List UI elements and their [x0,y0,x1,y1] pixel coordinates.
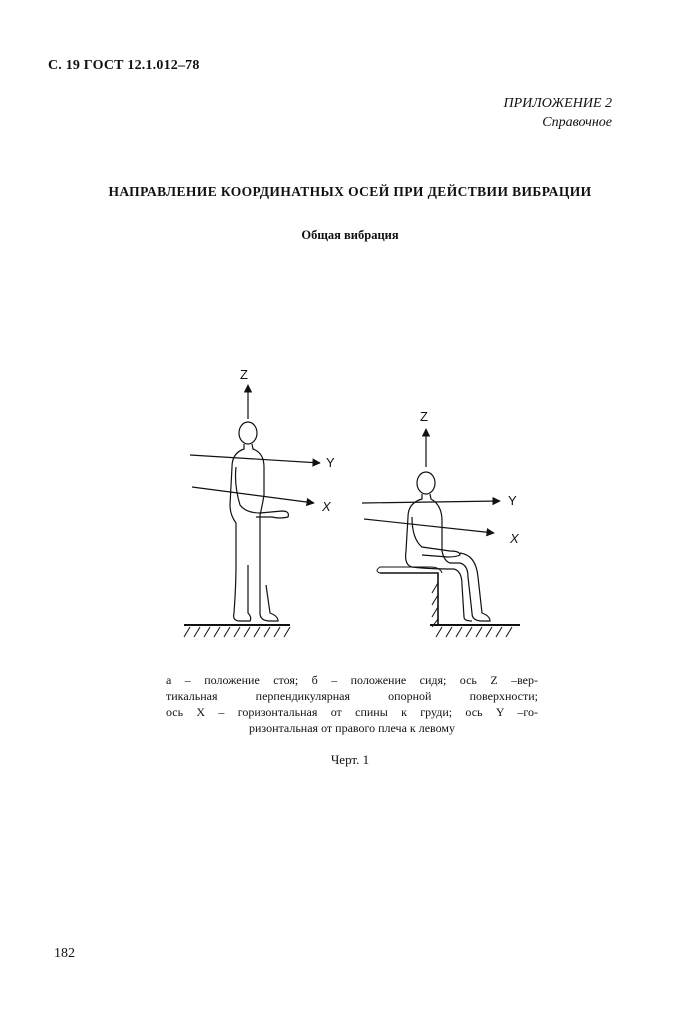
page-header: С. 19 ГОСТ 12.1.012–78 [48,58,200,73]
appendix-block [504,94,612,132]
appendix-subtitle: Справочное [542,115,612,130]
standing-x-label: X [322,499,331,514]
figure-number: Черт. 1 [330,752,370,767]
section-subtitle: Общая вибрация [301,228,399,242]
page-number: 182 [54,946,75,961]
figure-drawing [160,355,540,645]
caption-line-2: тикальная перпендикулярная опорной поверхности; [166,689,538,703]
seated-z-label: Z [420,409,428,424]
standing-person [184,367,335,637]
standing-z-label: Z [240,367,248,382]
appendix-title: ПРИЛОЖЕНИЕ 2 [503,96,612,111]
seated-x-label: X [510,531,519,546]
caption-line-4: ризонтальная от правого плеча к левому [249,721,455,735]
caption-line-3: ось X – горизонтальная от спины к груди; ось Y –го- [166,705,538,719]
vibration-axes-figure [160,355,540,650]
caption-line-1: а – положение стоя; б – положение сидя; ось Z –вер- [166,673,538,687]
seated-person [362,409,520,637]
document-title: НАПРАВЛЕНИЕ КООРДИНАТНЫХ ОСЕЙ ПРИ ДЕЙСТВИИ ВИБРАЦИИ [108,184,592,199]
seated-y-label: Y [508,493,517,508]
figure-caption [166,672,538,736]
standing-y-label: Y [326,455,335,470]
